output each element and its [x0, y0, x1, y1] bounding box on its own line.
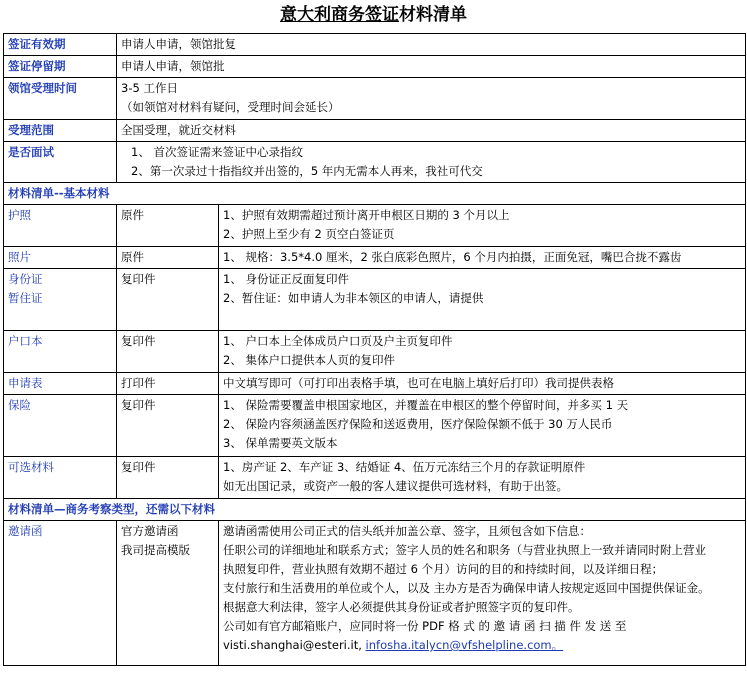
desc-optional-materials: 1、房产证 2、车产证 3、结婚证 4、伍万元冻结三个月的存款证明原件 如无出国记录，或资产一般的客人建议提供可选材料，有助于出签。 — [219, 457, 746, 499]
label-insurance: 保险 — [4, 395, 117, 457]
type-photo: 原件 — [117, 247, 219, 269]
value-stay-period: 申请人申请，领馆批 — [117, 56, 746, 78]
section-business-materials — [4, 499, 746, 521]
section-title-basic: 材料清单--基本材料 — [4, 183, 746, 205]
row-application-form — [4, 373, 746, 395]
email-link[interactable]: infosha.italycn@vfshelpline.com。 — [365, 638, 564, 652]
type-invitation: 官方邀请函 我司提高模版 — [117, 521, 219, 666]
value-visa-validity: 申请人申请，领馆批复 — [117, 34, 746, 56]
row-insurance — [4, 395, 746, 457]
section-basic-materials — [4, 183, 746, 205]
desc-id-card: 1、 身份证正反面复印件 2、暂住证：如申请人为非本领区的申请人，请提供 — [219, 269, 746, 331]
value-coverage: 全国受理，就近交材料 — [117, 120, 746, 142]
row-visa-validity — [4, 34, 746, 56]
email-plain: visti.shanghai@esteri.it, — [223, 638, 362, 652]
row-photo — [4, 247, 746, 269]
type-passport: 原件 — [117, 205, 219, 247]
desc-passport: 1、护照有效期需超过预计离开申根区日期的 3 个月以上 2、护照上至少有 2 页空白签证页 — [219, 205, 746, 247]
label-visa-validity: 签证有效期 — [4, 34, 117, 56]
label-stay-period: 签证停留期 — [4, 56, 117, 78]
type-optional-materials: 复印件 — [117, 457, 219, 499]
row-processing-time — [4, 78, 746, 120]
value-processing-time: 3-5 工作日 （如领馆对材料有疑问，受理时间会延长） — [117, 78, 746, 120]
label-invitation: 邀请函 — [4, 521, 117, 666]
type-application-form: 打印件 — [117, 373, 219, 395]
row-stay-period — [4, 56, 746, 78]
row-invitation — [4, 521, 746, 666]
row-coverage — [4, 120, 746, 142]
label-application-form: 申请表 — [4, 373, 117, 395]
document-title — [0, 0, 747, 32]
desc-invitation: 邀请函需使用公司正式的信头纸并加盖公章、签字，且须包含如下信息： 任职公司的详细地址和联系方式；签字人员的姓名和职务（与营业执照上一致并请同时附上营业 执照复印件，营业执照有效期不超过 6 个月）访问的目的和持续时间，以及详细日程； 支付旅行和生活费用的单位或个人，以及 主办方是否为确保申请人按规定返回中国提供保证金。 根据意大利法律，签字人必须提供其身份证或者护照签字页的复印件。 公司如有官方邮箱账户，应同时将一份 PDF 格 式 的 邀 请 函 扫 描 件 发 送 至 visti.shanghai@esteri.it, infosha.italycn@vfshelpline.com。 — [219, 521, 746, 666]
title-rest: 材料清单 — [399, 5, 467, 25]
type-household-register: 复印件 — [117, 331, 219, 373]
label-id-card: 身份证 暂住证 — [4, 269, 117, 331]
row-interview — [4, 142, 746, 183]
row-optional-materials — [4, 457, 746, 499]
row-id-card — [4, 269, 746, 331]
desc-application-form: 中文填写即可（可打印出表格手填，也可在电脑上填好后打印）我司提供表格 — [219, 373, 746, 395]
title-underlined: 意大利商务签证 — [280, 5, 399, 25]
label-passport: 护照 — [4, 205, 117, 247]
section-title-business: 材料清单—商务考察类型，还需以下材料 — [4, 499, 746, 521]
desc-photo: 1、 规格：3.5*4.0 厘米，2 张白底彩色照片，6 个月内拍摄，正面免冠，嘴巴合拢不露齿 — [219, 247, 746, 269]
row-household-register — [4, 331, 746, 373]
label-coverage: 受理范围 — [4, 120, 117, 142]
label-photo: 照片 — [4, 247, 117, 269]
row-passport — [4, 205, 746, 247]
value-interview: 1、 首次签证需来签证中心录指纹 2、第一次录过十指指纹并出签的，5 年内无需本人再来，我社可代交 — [117, 142, 746, 183]
desc-insurance: 1、 保险需要覆盖申根国家地区，并覆盖在申根区的整个停留时间，并多买 1 天 2、 保险内容须涵盖医疗保险和送返费用，医疗保险保额不低于 30 万人民币 3、 保单需要英文版本 — [219, 395, 746, 457]
type-id-card: 复印件 — [117, 269, 219, 331]
type-insurance: 复印件 — [117, 395, 219, 457]
label-interview: 是否面试 — [4, 142, 117, 183]
label-optional-materials: 可选材料 — [4, 457, 117, 499]
label-household-register: 户口本 — [4, 331, 117, 373]
email-line — [223, 636, 741, 655]
label-processing-time: 领馆受理时间 — [4, 78, 117, 120]
materials-table — [3, 33, 746, 666]
desc-household-register: 1、 户口本上全体成员户口页及户主页复印件 2、 集体户口提供本人页的复印件 — [219, 331, 746, 373]
